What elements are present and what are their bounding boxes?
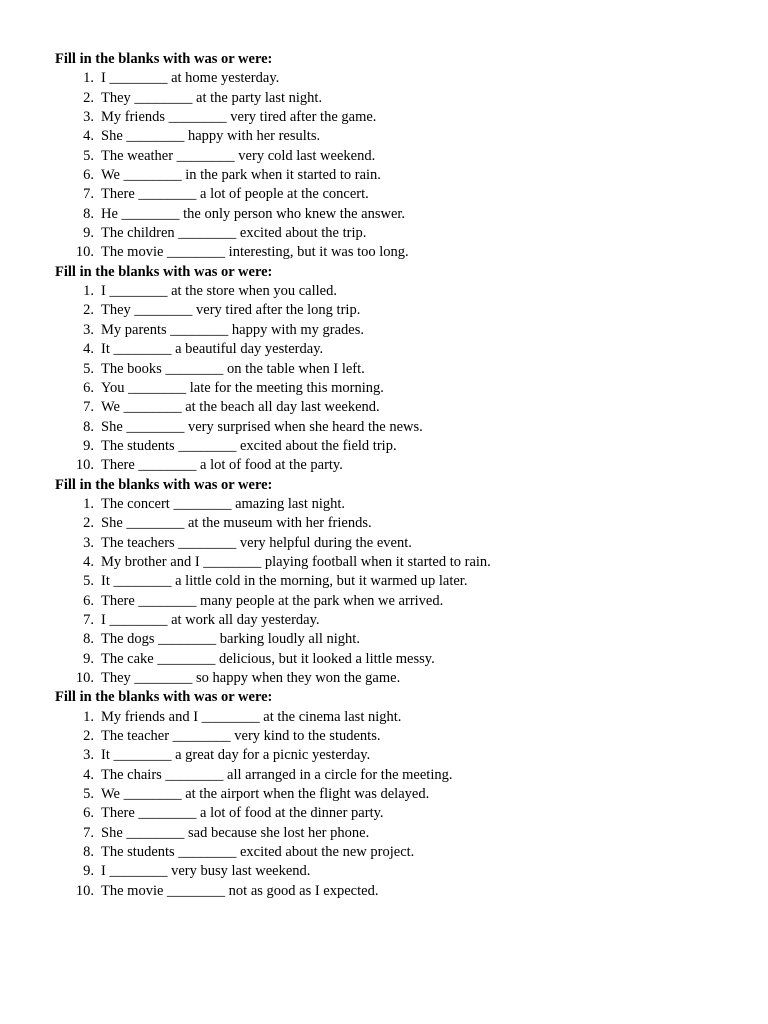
item-number: 5.	[83, 360, 94, 377]
item-sentence: It ________ a little cold in the morning, but it warmed up later.	[101, 573, 468, 590]
item-number: 9.	[83, 863, 94, 880]
item-sentence: The movie ________ not as good as I expected.	[101, 882, 379, 899]
item-sentence: My parents ________ happy with my grades.	[101, 321, 364, 338]
item-sentence: There ________ many people at the park when we arrived.	[101, 592, 444, 609]
item-number: 4.	[83, 553, 94, 570]
item-number: 9.	[83, 225, 94, 242]
item-number: 8.	[83, 205, 94, 222]
item-number: 5.	[83, 786, 94, 803]
list-item	[55, 804, 745, 823]
item-number: 1.	[83, 708, 94, 725]
worksheet-page	[55, 50, 745, 901]
item-number: 2.	[83, 728, 94, 745]
list-item	[55, 746, 745, 765]
item-sentence: You ________ late for the meeting this morning.	[101, 379, 384, 396]
list-item	[55, 862, 745, 881]
item-number: 5.	[83, 573, 94, 590]
list-item	[55, 727, 745, 746]
item-number: 6.	[83, 167, 94, 184]
list-item	[55, 147, 745, 166]
list-item	[55, 398, 745, 417]
list-item	[55, 379, 745, 398]
item-sentence: The cake ________ delicious, but it looked a little messy.	[101, 650, 435, 667]
item-sentence: We ________ in the park when it started to rain.	[101, 167, 381, 184]
item-sentence: The weather ________ very cold last weekend.	[101, 147, 376, 164]
item-number: 1.	[83, 70, 94, 87]
item-sentence: I ________ at the store when you called.	[101, 283, 337, 300]
item-number: 10.	[75, 670, 94, 686]
item-sentence: The students ________ excited about the new project.	[101, 844, 415, 861]
item-number: 10.	[75, 244, 94, 261]
list-item	[55, 69, 745, 88]
item-number: 3.	[83, 109, 94, 126]
list-item	[55, 843, 745, 862]
item-sentence: The students ________ excited about the field trip.	[101, 437, 397, 454]
item-number: 9.	[83, 437, 94, 454]
item-number: 4.	[83, 341, 94, 358]
item-sentence: She ________ sad because she lost her phone.	[101, 824, 370, 841]
item-number: 10.	[75, 882, 94, 899]
item-sentence: I ________ very busy last weekend.	[101, 863, 311, 880]
item-number: 6.	[83, 805, 94, 822]
item-sentence: The chairs ________ all arranged in a circle for the meeting.	[101, 766, 453, 783]
exercise-section	[55, 688, 745, 901]
item-sentence: The dogs ________ barking loudly all night.	[101, 631, 360, 648]
section-title: Fill in the blanks with was or were:	[55, 689, 273, 706]
list-item	[55, 708, 745, 727]
section-title: Fill in the blanks with was or were:	[55, 476, 273, 493]
list-item	[55, 89, 745, 108]
section-title: Fill in the blanks with was or were:	[55, 51, 273, 67]
list-item	[55, 205, 745, 224]
list-item	[55, 127, 745, 146]
exercise-list	[55, 495, 745, 688]
item-sentence: It ________ a beautiful day yesterday.	[101, 341, 324, 358]
list-item	[55, 418, 745, 437]
item-number: 7.	[83, 611, 94, 628]
list-item	[55, 611, 745, 630]
exercise-section	[55, 263, 745, 476]
item-sentence: I ________ at home yesterday.	[101, 70, 280, 87]
list-item	[55, 340, 745, 359]
item-number: 7.	[83, 186, 94, 203]
item-number: 2.	[83, 89, 94, 106]
list-item	[55, 495, 745, 514]
item-sentence: She ________ very surprised when she heard the news.	[101, 418, 423, 435]
item-number: 6.	[83, 379, 94, 396]
item-sentence: My friends and I ________ at the cinema last night.	[101, 708, 402, 725]
item-sentence: They ________ at the party last night.	[101, 89, 323, 106]
list-item	[55, 185, 745, 204]
item-number: 8.	[83, 418, 94, 435]
exercise-section	[55, 50, 745, 263]
exercise-list	[55, 282, 745, 475]
item-sentence: He ________ the only person who knew the answer.	[101, 205, 406, 222]
list-item	[55, 282, 745, 301]
item-sentence: The movie ________ interesting, but it was too long.	[101, 244, 409, 261]
item-number: 7.	[83, 399, 94, 416]
list-item	[55, 243, 745, 262]
list-item	[55, 630, 745, 649]
item-number: 5.	[83, 147, 94, 164]
item-sentence: She ________ at the museum with her friends.	[101, 515, 372, 532]
list-item	[55, 534, 745, 553]
list-item	[55, 514, 745, 533]
item-sentence: The teacher ________ very kind to the students.	[101, 728, 381, 745]
item-sentence: The teachers ________ very helpful during the event.	[101, 534, 412, 551]
item-sentence: The books ________ on the table when I left.	[101, 360, 365, 377]
list-item	[55, 572, 745, 591]
item-number: 9.	[83, 650, 94, 667]
list-item	[55, 669, 745, 688]
list-item	[55, 785, 745, 804]
item-number: 4.	[83, 128, 94, 145]
item-sentence: It ________ a great day for a picnic yesterday.	[101, 747, 371, 764]
item-number: 1.	[83, 495, 94, 512]
item-sentence: We ________ at the airport when the flight was delayed.	[101, 786, 430, 803]
item-sentence: She ________ happy with her results.	[101, 128, 321, 145]
list-item	[55, 456, 745, 475]
item-sentence: We ________ at the beach all day last weekend.	[101, 399, 380, 416]
item-number: 10.	[75, 457, 94, 474]
list-item	[55, 108, 745, 127]
exercise-list	[55, 708, 745, 901]
list-item	[55, 301, 745, 320]
list-item	[55, 166, 745, 185]
list-item	[55, 592, 745, 611]
list-item	[55, 824, 745, 843]
item-number: 6.	[83, 592, 94, 609]
list-item	[55, 437, 745, 456]
item-sentence: I ________ at work all day yesterday.	[101, 611, 320, 628]
list-item	[55, 321, 745, 340]
item-sentence: There ________ a lot of food at the party.	[101, 457, 343, 474]
list-item	[55, 224, 745, 243]
item-number: 4.	[83, 766, 94, 783]
item-sentence: They ________ so happy when they won the game.	[101, 670, 401, 686]
list-item	[55, 360, 745, 379]
item-sentence: There ________ a lot of people at the concert.	[101, 186, 369, 203]
item-number: 8.	[83, 631, 94, 648]
item-number: 1.	[83, 283, 94, 300]
item-sentence: They ________ very tired after the long trip.	[101, 302, 361, 319]
item-number: 2.	[83, 515, 94, 532]
item-number: 3.	[83, 747, 94, 764]
item-sentence: The concert ________ amazing last night.	[101, 495, 346, 512]
exercise-section	[55, 476, 745, 689]
section-title: Fill in the blanks with was or were:	[55, 263, 273, 280]
list-item	[55, 553, 745, 572]
item-number: 7.	[83, 824, 94, 841]
list-item	[55, 882, 745, 901]
exercise-list	[55, 69, 745, 262]
list-item	[55, 650, 745, 669]
item-sentence: My brother and I ________ playing football when it started to rain.	[101, 553, 491, 570]
item-number: 8.	[83, 844, 94, 861]
list-item	[55, 766, 745, 785]
item-number: 2.	[83, 302, 94, 319]
item-sentence: My friends ________ very tired after the game.	[101, 109, 377, 126]
item-number: 3.	[83, 534, 94, 551]
item-sentence: There ________ a lot of food at the dinner party.	[101, 805, 384, 822]
item-number: 3.	[83, 321, 94, 338]
item-sentence: The children ________ excited about the trip.	[101, 225, 367, 242]
